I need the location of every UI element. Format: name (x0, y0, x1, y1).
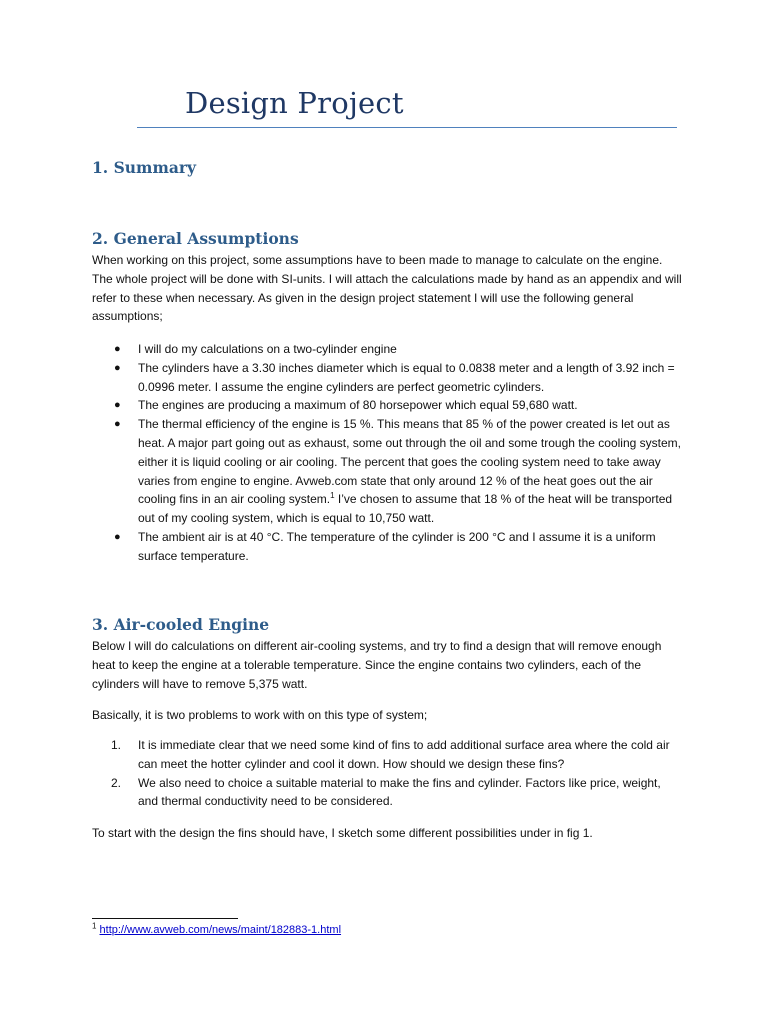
footnote-separator (92, 918, 238, 919)
bullet-icon: ● (114, 361, 121, 374)
heading-general-assumptions: 2. General Assumptions (92, 229, 299, 248)
title-underline (137, 127, 677, 128)
list-item: ● The engines are producing a maximum of 80 horsepower which equal 59,680 watt. (92, 396, 682, 415)
bullet-icon: ● (114, 343, 121, 355)
footnote-reference[interactable]: 1 (330, 491, 335, 501)
aircooled-numbered-list (92, 736, 682, 811)
list-item: ● The ambient air is at 40 °C. The temperature of the cylinder is 200 °C and I assume it is a uniform surface temperature. (114, 529, 656, 563)
list-item: ● I will do my calculations on a two-cylinder engine (92, 340, 682, 359)
list-item: ● The cylinders have a 3.30 inches diameter which is equal to 0.0838 meter and a length of 3.92 inch = 0.0996 meter. I assume the engine cylinders are perfect geometric cylinders. (114, 360, 675, 394)
bullet-icon: ● (114, 399, 121, 412)
assumptions-bullet-list (92, 340, 682, 566)
aircooled-paragraph-1: Below I will do calculations on different air-cooling systems, and try to find a design that will remove enough heat to keep the engine at a tolerable temperature. Since the engine contains two cylinders, each of the cylinders will have to remove 5,375 watt. (92, 639, 662, 691)
footnote-link[interactable]: http://www.avweb.com/news/maint/182883-1.html (99, 924, 342, 936)
aircooled-paragraph-3: To start with the design the fins should have, I sketch some different possibilities under in fig 1. (92, 826, 593, 840)
heading-air-cooled-engine: 3. Air-cooled Engine (92, 615, 270, 634)
bullet-icon: ● (114, 530, 121, 543)
list-item: 1. It is immediate clear that we need some kind of fins to add additional surface area where the cold air can meet the hotter cylinder and cool it down. How should we design these fins? (111, 738, 670, 771)
bullet-icon: ● (114, 418, 121, 431)
footnote (92, 922, 341, 938)
footnote-mark: 1 (92, 921, 97, 931)
list-item: 2. We also need to choice a suitable material to make the fins and cylinder. Factors like price, weight, and thermal conductivity need to be considered. (111, 775, 661, 809)
heading-summary: 1. Summary (92, 158, 197, 177)
page-title: Design Project (185, 86, 404, 120)
list-item: ● The thermal efficiency of the engine is 15 %. This means that 85 % of the power created is let out as heat. A major part going out as exhaust, some out through the oil and some trough the cooling system, either it is liquid cooling or air cooling. The percent that goes the cooling system need to take away varies from engine to engine. Avweb.com state that only around 12 % of the heat goes out the air cooling fins in an air cooling system.$^1$ I’ve chosen to assume that 18 % of the heat will be transported out of my cooling system, which is equal to 10,750 watt. (114, 417, 681, 526)
aircooled-paragraph-2: Basically, it is two problems to work with on this type of system; (92, 708, 428, 722)
assumptions-intro-paragraph: When working on this project, some assumptions have to been made to manage to calculate on the engine. The whole project will be done with SI-units. I will attach the calculations made by hand as an appendix and will refer to these when necessary. As given in the design project statement I will use the following general assumptions; (92, 253, 682, 324)
